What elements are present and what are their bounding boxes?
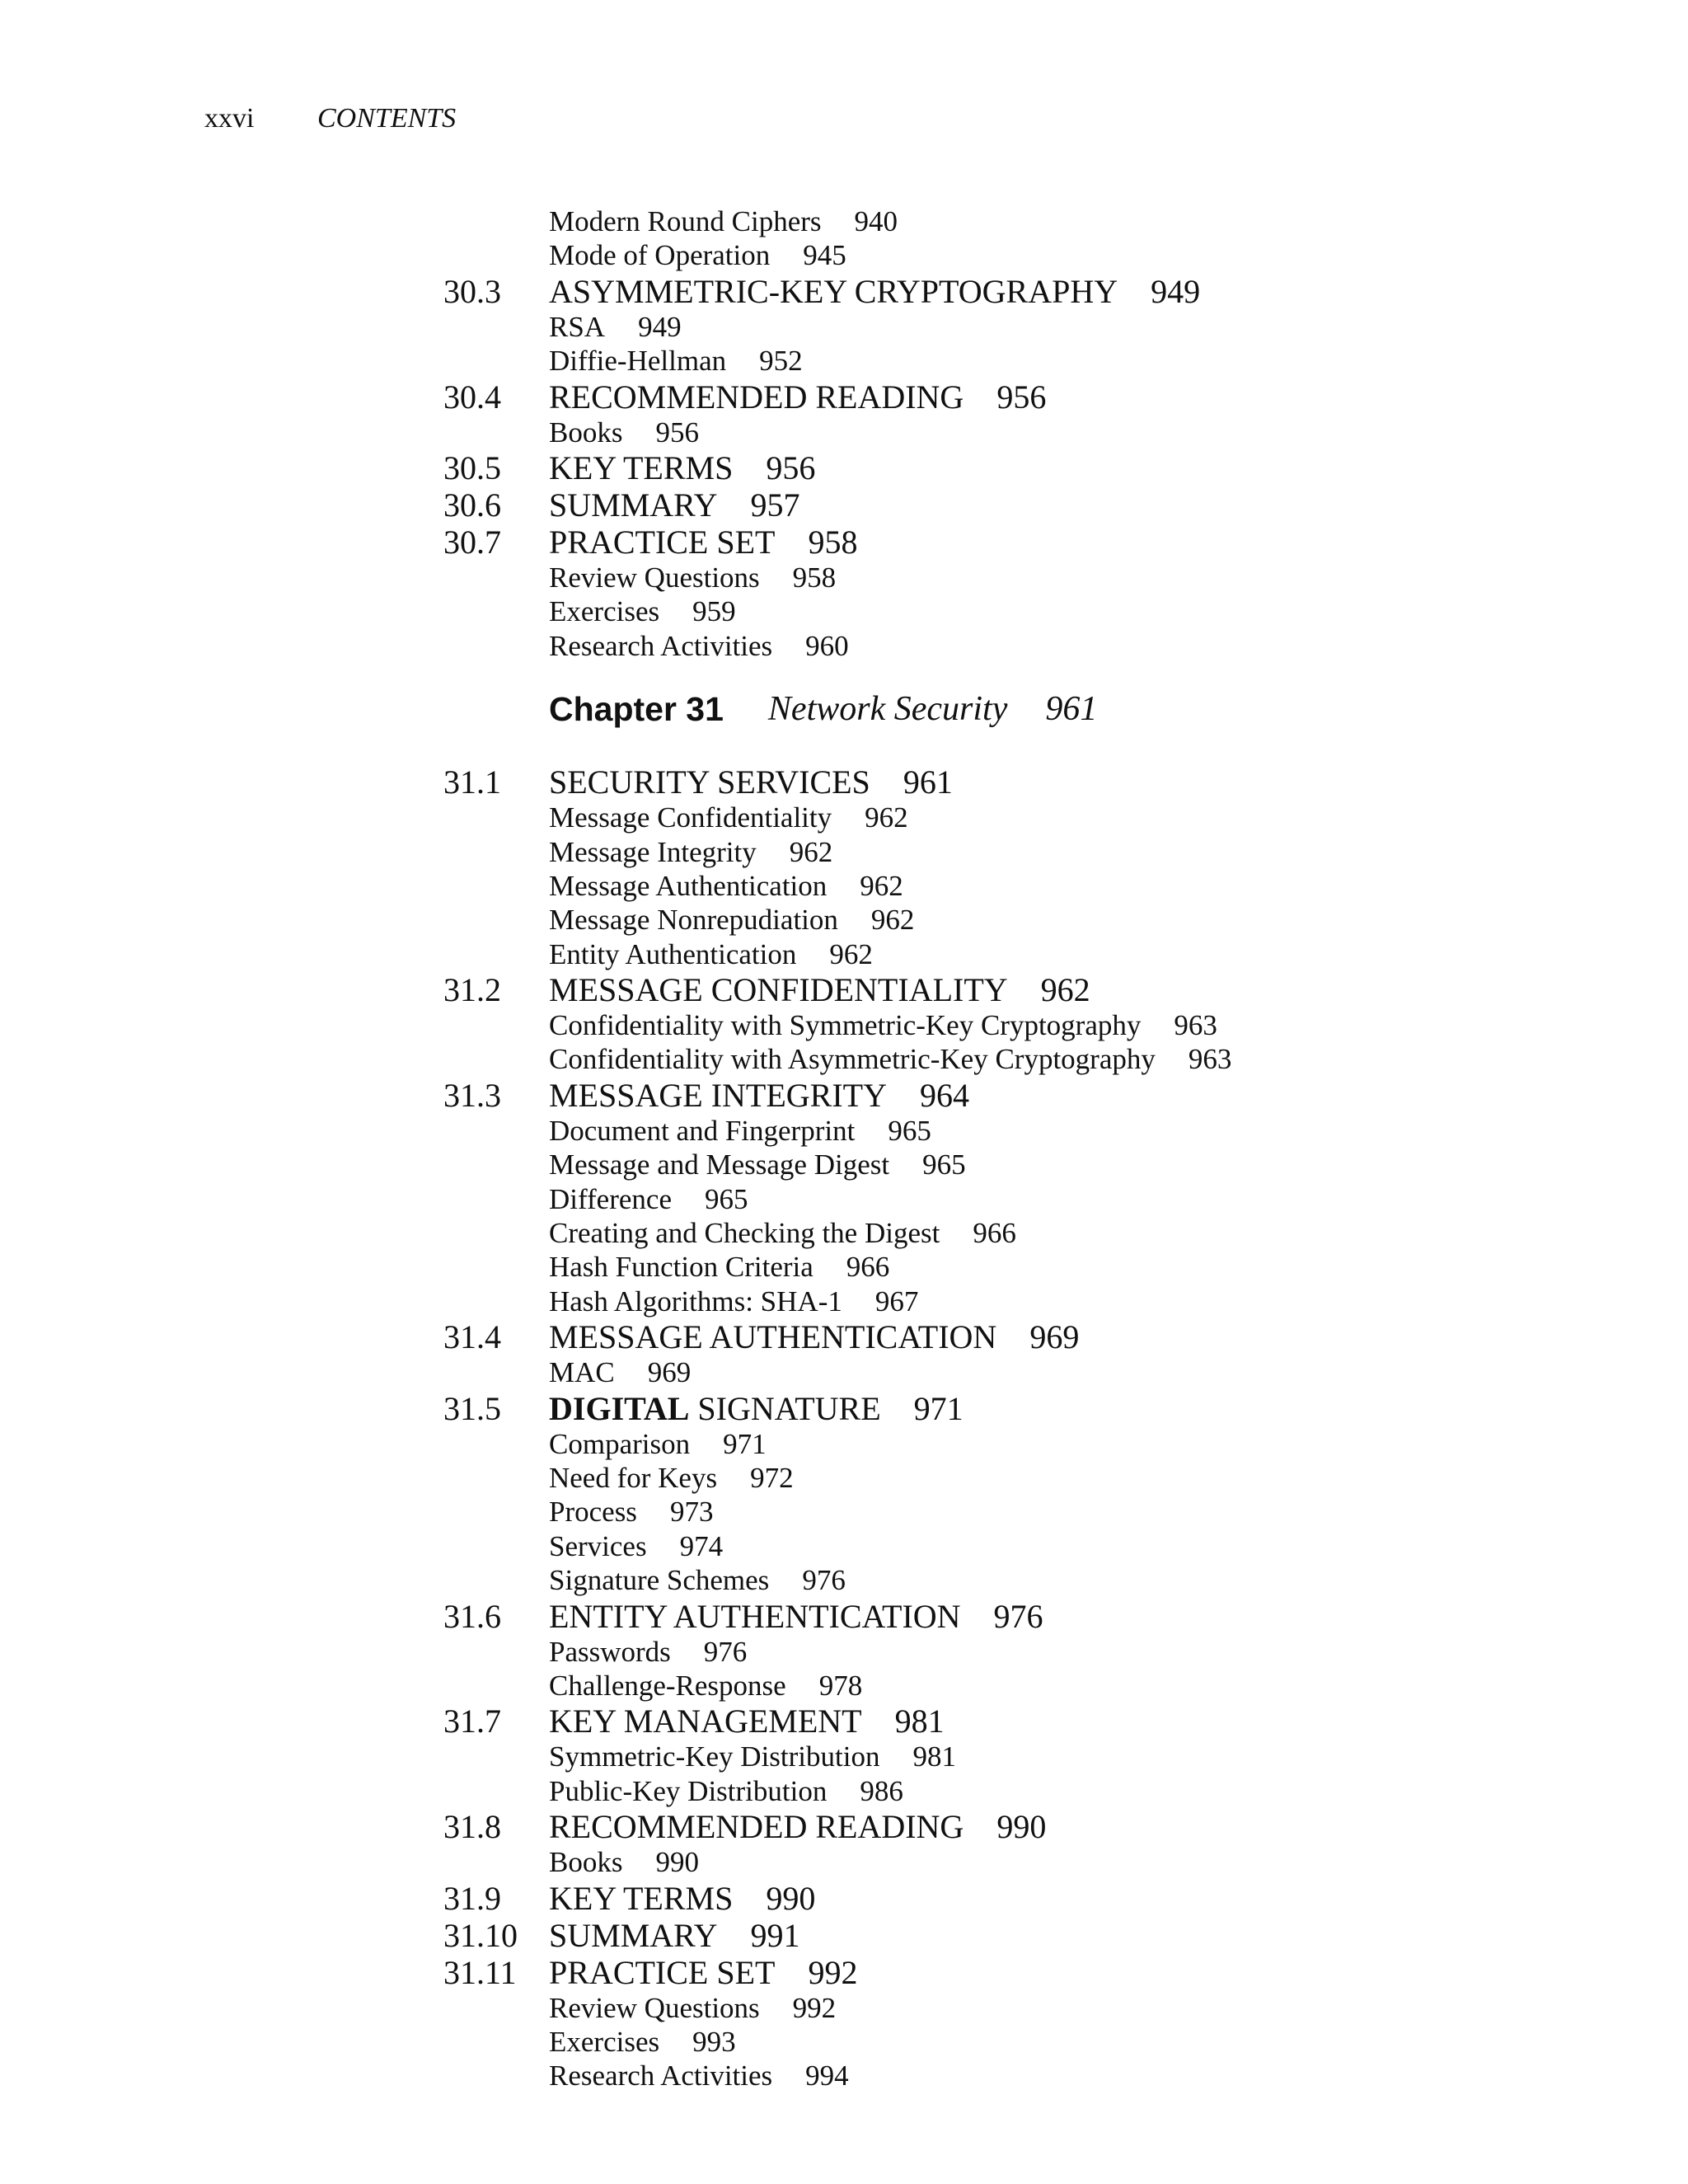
entry-title-text: Entity Authentication bbox=[549, 937, 797, 970]
entry-title-text: MESSAGE INTEGRITY bbox=[549, 1076, 887, 1114]
page-number: 956 bbox=[996, 378, 1047, 416]
toc-subsection-entry bbox=[443, 1669, 1663, 1703]
page-number: 962 bbox=[1040, 971, 1090, 1009]
page-number: 973 bbox=[669, 1496, 714, 1529]
toc-section-entry bbox=[443, 449, 1663, 486]
page-number: 963 bbox=[1174, 1009, 1217, 1042]
page-number: 974 bbox=[679, 1529, 724, 1562]
page-number: 992 bbox=[808, 1953, 858, 1991]
page-number: 972 bbox=[750, 1461, 794, 1494]
page-number: 962 bbox=[829, 937, 873, 970]
entry-title bbox=[549, 594, 659, 628]
toc-subsection-entry bbox=[443, 344, 1663, 378]
entry-title bbox=[549, 1355, 615, 1389]
toc-subsection-entry bbox=[443, 1182, 1663, 1216]
entry-title bbox=[549, 1182, 672, 1216]
page-number: 992 bbox=[792, 1991, 837, 2024]
page-number: 949 bbox=[1151, 272, 1201, 310]
toc-subsection-entry bbox=[443, 1008, 1663, 1042]
toc-subsection-entry bbox=[443, 1529, 1663, 1563]
toc-subsection-entry bbox=[443, 416, 1663, 449]
entry-title bbox=[549, 1917, 718, 1954]
toc-subsection-entry bbox=[443, 835, 1663, 869]
entry-title bbox=[549, 416, 622, 449]
page-folio: xxvi bbox=[204, 103, 255, 134]
entry-title bbox=[549, 1077, 887, 1114]
toc-subsection-entry bbox=[443, 1042, 1663, 1076]
toc-subsection-entry bbox=[443, 594, 1663, 628]
page-number: 967 bbox=[874, 1285, 919, 1317]
entry-title-text: Mode of Operation bbox=[549, 239, 771, 272]
entry-title-text: Symmetric-Key Distribution bbox=[549, 1740, 880, 1773]
chapter-label: Chapter 31 bbox=[549, 689, 724, 728]
page-number: 963 bbox=[1188, 1043, 1232, 1076]
entry-title-text: Diffie-Hellman bbox=[549, 345, 727, 378]
toc-subsection-entry bbox=[443, 1355, 1663, 1389]
entry-title-text: ASYMMETRIC-KEY CRYPTOGRAPHY bbox=[549, 272, 1118, 310]
table-of-contents bbox=[443, 204, 1663, 2093]
entry-title-text: Message and Message Digest bbox=[549, 1148, 890, 1181]
toc-section-entry bbox=[443, 378, 1663, 416]
toc-subsection-entry bbox=[443, 1635, 1663, 1669]
section-number: 31.1 bbox=[443, 763, 501, 801]
page-number: 962 bbox=[865, 801, 908, 834]
entry-title-text: Review Questions bbox=[549, 1991, 760, 2024]
toc-section-entry bbox=[443, 1703, 1663, 1740]
entry-title-text: SUMMARY bbox=[549, 1916, 718, 1954]
toc-subsection-entry bbox=[443, 561, 1663, 594]
toc-section-entry bbox=[443, 1318, 1663, 1355]
page-number: 960 bbox=[805, 629, 849, 662]
page-number: 940 bbox=[854, 205, 898, 237]
entry-title-text: MESSAGE CONFIDENTIALITY bbox=[549, 971, 1008, 1009]
entry-title-text: Research Activities bbox=[549, 2060, 773, 2092]
entry-title-text: Document and Fingerprint bbox=[549, 1114, 856, 1147]
page-number: 994 bbox=[805, 2060, 849, 2092]
page-number: 991 bbox=[750, 1916, 800, 1954]
entry-title-text: Hash Function Criteria bbox=[549, 1251, 814, 1284]
entry-title-text: Research Activities bbox=[549, 629, 773, 662]
entry-title-text: Creating and Checking the Digest bbox=[549, 1217, 940, 1250]
entry-title-text: KEY TERMS bbox=[549, 449, 734, 486]
entry-title-text: Books bbox=[549, 1846, 623, 1879]
toc-subsection-entry bbox=[443, 1114, 1663, 1148]
toc-subsection-entry bbox=[443, 1148, 1663, 1181]
running-head bbox=[204, 101, 456, 137]
entry-title bbox=[549, 378, 964, 416]
entry-title-text: Hash Algorithms: SHA-1 bbox=[549, 1285, 842, 1317]
toc-subsection-entry bbox=[443, 2059, 1663, 2092]
entry-title bbox=[549, 629, 772, 663]
page-number: 981 bbox=[894, 1703, 945, 1740]
page-number: 993 bbox=[692, 2025, 736, 2058]
entry-title bbox=[549, 1808, 964, 1845]
entry-title-text: Public-Key Distribution bbox=[549, 1774, 828, 1807]
page-number: 965 bbox=[922, 1148, 966, 1181]
section-number: 31.2 bbox=[443, 971, 501, 1009]
entry-title-text: Message Confidentiality bbox=[549, 801, 832, 834]
toc-section-entry bbox=[443, 763, 1663, 801]
entry-title bbox=[549, 1148, 889, 1181]
toc-subsection-entry bbox=[443, 2025, 1663, 2059]
entry-title-text: Process bbox=[549, 1496, 637, 1529]
page-number: 986 bbox=[860, 1774, 903, 1807]
toc-subsection-entry bbox=[443, 1216, 1663, 1250]
entry-title bbox=[549, 1427, 690, 1461]
entry-title-text: Confidentiality with Asymmetric-Key Cryptography bbox=[549, 1043, 1156, 1076]
entry-title-text: RECOMMENDED READING bbox=[549, 378, 964, 416]
toc-section-entry bbox=[443, 486, 1663, 524]
entry-title bbox=[549, 486, 718, 524]
section-number: 30.3 bbox=[443, 272, 501, 310]
toc-subsection-entry bbox=[443, 1563, 1663, 1597]
entry-title-text: MESSAGE AUTHENTICATION bbox=[549, 1318, 997, 1356]
entry-title bbox=[549, 1461, 717, 1495]
page-number: 990 bbox=[655, 1846, 699, 1879]
section-number: 31.6 bbox=[443, 1597, 501, 1635]
page-number: 978 bbox=[818, 1669, 863, 1702]
entry-title-text: Difference bbox=[549, 1182, 672, 1215]
toc-subsection-entry bbox=[443, 1774, 1663, 1808]
entry-title-text: SECURITY SERVICES bbox=[549, 763, 870, 801]
entry-title bbox=[549, 1008, 1141, 1042]
toc-subsection-entry bbox=[443, 937, 1663, 971]
page-number: 958 bbox=[792, 561, 837, 594]
entry-title bbox=[549, 1285, 842, 1318]
toc-subsection-entry bbox=[443, 869, 1663, 903]
entry-title-text: SIGNATURE bbox=[689, 1389, 881, 1427]
entry-title-text: Comparison bbox=[549, 1427, 691, 1460]
entry-title-text: Books bbox=[549, 416, 623, 449]
toc-section-entry bbox=[443, 1390, 1663, 1427]
toc-section-entry bbox=[443, 1598, 1663, 1635]
entry-title bbox=[549, 344, 726, 378]
section-number: 31.10 bbox=[443, 1916, 518, 1954]
toc-subsection-entry bbox=[443, 310, 1663, 344]
page-number: 956 bbox=[655, 416, 699, 449]
entry-title bbox=[549, 1703, 862, 1740]
entry-title-text: Signature Schemes bbox=[549, 1564, 770, 1597]
section-number: 30.5 bbox=[443, 449, 501, 486]
toc-subsection-entry bbox=[443, 801, 1663, 834]
entry-title bbox=[549, 1740, 879, 1773]
entry-title-text: Message Nonrepudiation bbox=[549, 904, 838, 937]
section-number: 31.3 bbox=[443, 1076, 501, 1114]
entry-title bbox=[549, 1845, 622, 1879]
page-number: 962 bbox=[860, 869, 903, 902]
entry-title bbox=[549, 1495, 637, 1529]
entry-title bbox=[549, 1390, 881, 1427]
entry-title-text: Modern Round Ciphers bbox=[549, 205, 822, 237]
toc-subsection-entry bbox=[443, 1495, 1663, 1529]
toc-subsection-entry bbox=[443, 1991, 1663, 2025]
entry-title bbox=[549, 1954, 775, 1991]
entry-title bbox=[549, 273, 1118, 310]
entry-title bbox=[549, 1216, 940, 1250]
page-number: 958 bbox=[808, 523, 858, 561]
entry-title-text: RSA bbox=[549, 310, 606, 343]
entry-title bbox=[549, 801, 832, 834]
page-number: 956 bbox=[766, 449, 816, 486]
toc-subsection-entry bbox=[443, 903, 1663, 937]
chapter-title: Network Security bbox=[767, 690, 1008, 729]
entry-title-text: Challenge-Response bbox=[549, 1669, 786, 1702]
section-number: 31.11 bbox=[443, 1953, 517, 1991]
entry-title-text: Need for Keys bbox=[549, 1461, 718, 1494]
entry-title bbox=[549, 835, 757, 869]
toc-section-entry bbox=[443, 1808, 1663, 1845]
page-number: 957 bbox=[750, 486, 800, 524]
chapter-page-number: 961 bbox=[1045, 690, 1098, 729]
section-number: 31.4 bbox=[443, 1318, 501, 1356]
entry-title-text: Exercises bbox=[549, 2025, 660, 2058]
entry-title bbox=[549, 449, 733, 486]
entry-title bbox=[549, 1774, 827, 1808]
entry-title bbox=[549, 1669, 786, 1703]
entry-title bbox=[549, 1318, 996, 1355]
entry-title-text: Exercises bbox=[549, 595, 660, 628]
entry-title bbox=[549, 903, 838, 937]
page-number: 969 bbox=[1029, 1318, 1080, 1356]
section-number: 31.9 bbox=[443, 1879, 501, 1917]
entry-title bbox=[549, 1563, 769, 1597]
section-number: 31.8 bbox=[443, 1808, 501, 1846]
toc-subsection-entry bbox=[443, 1461, 1663, 1495]
toc-subsection-entry bbox=[443, 1285, 1663, 1318]
entry-title-text: Passwords bbox=[549, 1635, 671, 1668]
entry-title-text: Message Authentication bbox=[549, 869, 828, 902]
page-number: 965 bbox=[888, 1114, 931, 1147]
toc-section-entry bbox=[443, 1917, 1663, 1954]
entry-title-text: MAC bbox=[549, 1356, 615, 1389]
toc-subsection-entry bbox=[443, 1427, 1663, 1461]
entry-title bbox=[549, 869, 827, 903]
entry-title-text: PRACTICE SET bbox=[549, 1953, 776, 1991]
entry-title-text: RECOMMENDED READING bbox=[549, 1808, 964, 1846]
page-number: 952 bbox=[759, 345, 803, 378]
entry-title-text: PRACTICE SET bbox=[549, 523, 776, 561]
page-number: 945 bbox=[803, 239, 846, 272]
toc-subsection-entry bbox=[443, 1250, 1663, 1284]
toc-section-entry bbox=[443, 1954, 1663, 1991]
page-number: 981 bbox=[912, 1740, 956, 1773]
entry-title-text: SUMMARY bbox=[549, 486, 718, 524]
toc-section-entry bbox=[443, 1077, 1663, 1114]
toc-section-entry bbox=[443, 1880, 1663, 1917]
page-number: 966 bbox=[973, 1217, 1016, 1250]
page-number: 964 bbox=[919, 1076, 969, 1114]
toc-subsection-entry bbox=[443, 238, 1663, 272]
entry-title-text: KEY TERMS bbox=[549, 1879, 734, 1917]
toc-subsection-entry bbox=[443, 629, 1663, 663]
entry-title bbox=[549, 1598, 961, 1635]
page-number: 976 bbox=[703, 1635, 748, 1668]
chapter-heading bbox=[443, 663, 1663, 763]
entry-title bbox=[549, 937, 796, 971]
page-number: 971 bbox=[723, 1427, 767, 1460]
page-number: 976 bbox=[802, 1564, 846, 1597]
entry-title-text: Services bbox=[549, 1529, 647, 1562]
toc-subsection-entry bbox=[443, 1740, 1663, 1773]
entry-title-text: Review Questions bbox=[549, 561, 760, 594]
page-number: 976 bbox=[993, 1597, 1043, 1635]
toc-section-entry bbox=[443, 971, 1663, 1008]
section-number: 30.7 bbox=[443, 523, 501, 561]
entry-title bbox=[549, 238, 770, 272]
entry-title bbox=[549, 310, 605, 344]
section-number: 31.7 bbox=[443, 1703, 501, 1740]
page-number: 969 bbox=[647, 1356, 692, 1389]
running-head-title: CONTENTS bbox=[317, 103, 457, 134]
entry-title bbox=[549, 1880, 733, 1917]
toc-subsection-entry bbox=[443, 204, 1663, 238]
page-number: 971 bbox=[913, 1389, 964, 1427]
page-number: 949 bbox=[638, 310, 682, 343]
toc-section-entry bbox=[443, 524, 1663, 561]
entry-title bbox=[549, 1042, 1156, 1076]
entry-title bbox=[549, 971, 1008, 1008]
entry-title bbox=[549, 1250, 814, 1284]
entry-title bbox=[549, 524, 775, 561]
section-number: 31.5 bbox=[443, 1389, 501, 1427]
entry-title bbox=[549, 1529, 647, 1563]
entry-title bbox=[549, 2059, 772, 2092]
toc-section-entry bbox=[443, 273, 1663, 310]
page-number: 959 bbox=[692, 595, 736, 628]
entry-title-bold: DIGITAL bbox=[549, 1389, 690, 1427]
page-number: 990 bbox=[996, 1808, 1047, 1846]
section-number: 30.6 bbox=[443, 486, 501, 524]
entry-title bbox=[549, 763, 870, 801]
page-number: 961 bbox=[903, 763, 953, 801]
page-number: 966 bbox=[846, 1251, 890, 1284]
entry-title-text: ENTITY AUTHENTICATION bbox=[549, 1597, 961, 1635]
entry-title bbox=[549, 1114, 855, 1148]
page-number: 962 bbox=[789, 835, 833, 868]
entry-title-text: KEY MANAGEMENT bbox=[549, 1703, 862, 1740]
entry-title bbox=[549, 1635, 671, 1669]
entry-title bbox=[549, 204, 822, 238]
section-number: 30.4 bbox=[443, 378, 501, 416]
entry-title-text: Confidentiality with Symmetric-Key Cryptography bbox=[549, 1009, 1142, 1042]
page-number: 962 bbox=[870, 904, 915, 937]
entry-title bbox=[549, 561, 760, 594]
toc-subsection-entry bbox=[443, 1845, 1663, 1879]
page-number: 990 bbox=[766, 1879, 816, 1917]
entry-title-text: Message Integrity bbox=[549, 835, 757, 868]
page-number: 965 bbox=[704, 1182, 748, 1215]
entry-title bbox=[549, 2025, 659, 2059]
entry-title bbox=[549, 1991, 760, 2025]
